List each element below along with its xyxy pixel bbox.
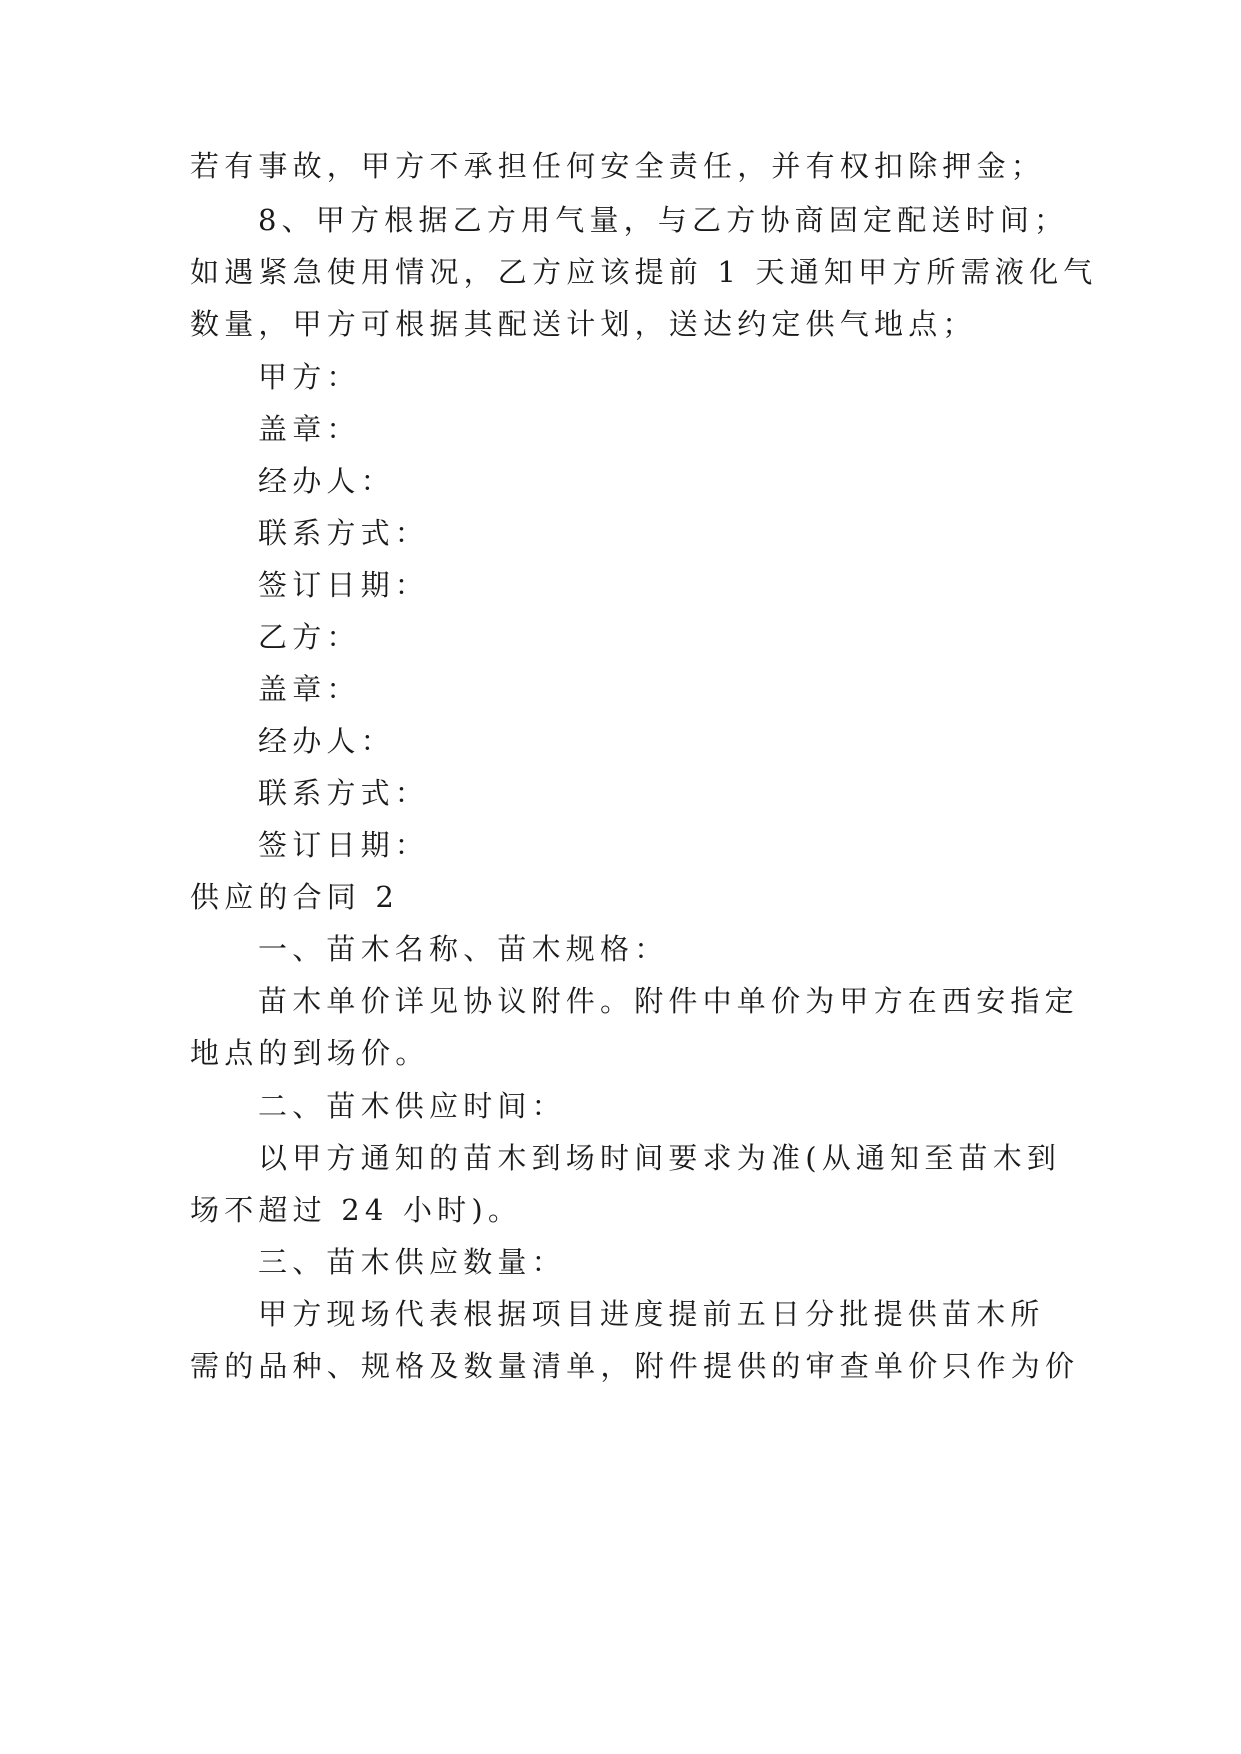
paragraph-line: 若有事故，甲方不承担任何安全责任，并有权扣除押金； bbox=[190, 149, 1046, 183]
party-b-seal-label: 盖章： bbox=[258, 672, 361, 706]
party-a-seal-label: 盖章： bbox=[258, 412, 361, 446]
party-a-label: 甲方： bbox=[258, 360, 361, 394]
section-2-heading: 二、苗木供应时间： bbox=[258, 1089, 566, 1123]
paragraph-line: 地点的到场价。 bbox=[190, 1036, 430, 1070]
paragraph-line: 苗木单价详见协议附件。附件中单价为甲方在西安指定 bbox=[258, 984, 1079, 1018]
party-b-agent-label: 经办人： bbox=[258, 724, 395, 758]
party-a-date-label: 签订日期： bbox=[258, 568, 430, 602]
paragraph-line: 如遇紧急使用情况，乙方应该提前 1 天通知甲方所需液化气 bbox=[190, 255, 1098, 289]
party-a-agent-label: 经办人： bbox=[258, 464, 395, 498]
paragraph-line: 甲方现场代表根据项目进度提前五日分批提供苗木所 bbox=[258, 1297, 1045, 1331]
section-1-heading: 一、苗木名称、苗木规格： bbox=[258, 932, 669, 966]
clause-8-line: 8、甲方根据乙方用气量，与乙方协商固定配送时间； bbox=[258, 203, 1069, 237]
paragraph-line: 需的品种、规格及数量清单，附件提供的审查单价只作为价 bbox=[190, 1349, 1080, 1383]
section-3-heading: 三、苗木供应数量： bbox=[258, 1245, 566, 1279]
paragraph-line: 以甲方通知的苗木到场时间要求为准(从通知至苗木到 bbox=[258, 1141, 1062, 1175]
party-a-contact-label: 联系方式： bbox=[258, 516, 430, 550]
party-b-label: 乙方： bbox=[258, 620, 361, 654]
paragraph-line: 数量，甲方可根据其配送计划，送达约定供气地点； bbox=[190, 307, 977, 341]
party-b-contact-label: 联系方式： bbox=[258, 776, 430, 810]
party-b-date-label: 签订日期： bbox=[258, 828, 430, 862]
contract-title: 供应的合同 2 bbox=[190, 880, 400, 914]
paragraph-line: 场不超过 24 小时)。 bbox=[190, 1193, 523, 1227]
